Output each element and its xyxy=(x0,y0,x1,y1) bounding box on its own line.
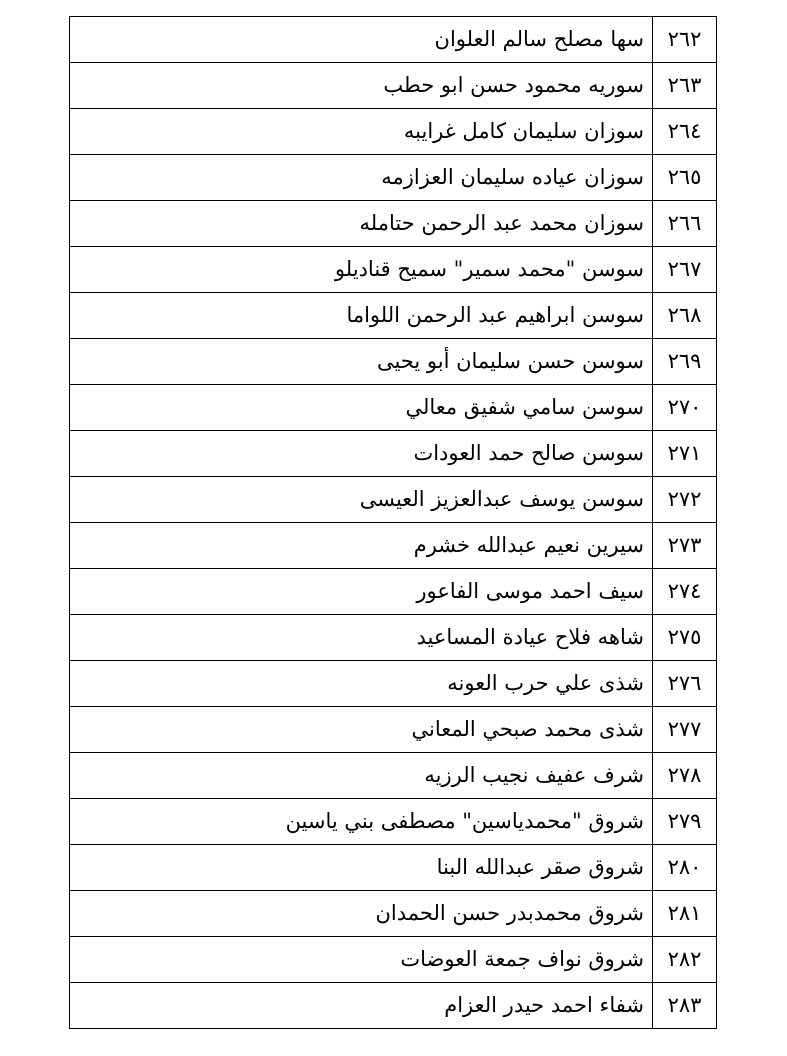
table-row xyxy=(70,339,717,385)
row-number: ٢٨٠ xyxy=(653,845,717,891)
person-name: شروق نواف جمعة العوضات xyxy=(70,937,653,983)
row-number: ٢٦٢ xyxy=(653,17,717,63)
table-row xyxy=(70,201,717,247)
person-name: سوزان سليمان كامل غرايبه xyxy=(70,109,653,155)
table-row xyxy=(70,661,717,707)
person-name: سوسن يوسف عبدالعزيز العيسى xyxy=(70,477,653,523)
person-name: سوسن ابراهيم عبد الرحمن اللواما xyxy=(70,293,653,339)
table-row xyxy=(70,937,717,983)
row-number: ٢٨١ xyxy=(653,891,717,937)
table-row xyxy=(70,799,717,845)
person-name: سيرين نعيم عبدالله خشرم xyxy=(70,523,653,569)
person-name: سوريه محمود حسن ابو حطب xyxy=(70,63,653,109)
row-number: ٢٦٨ xyxy=(653,293,717,339)
names-table xyxy=(69,16,717,1029)
row-number: ٢٦٣ xyxy=(653,63,717,109)
table-row xyxy=(70,109,717,155)
person-name: شذى علي حرب العونه xyxy=(70,661,653,707)
row-number: ٢٧٧ xyxy=(653,707,717,753)
person-name: شاهه فلاح عيادة المساعيد xyxy=(70,615,653,661)
person-name: سوسن سامي شفيق معالي xyxy=(70,385,653,431)
row-number: ٢٨٢ xyxy=(653,937,717,983)
table-row xyxy=(70,477,717,523)
row-number: ٢٧٥ xyxy=(653,615,717,661)
person-name: شروق محمدبدر حسن الحمدان xyxy=(70,891,653,937)
table-row xyxy=(70,707,717,753)
row-number: ٢٧٣ xyxy=(653,523,717,569)
table-row xyxy=(70,247,717,293)
names-table-body xyxy=(70,17,717,1029)
table-row xyxy=(70,615,717,661)
row-number: ٢٧٩ xyxy=(653,799,717,845)
table-row xyxy=(70,753,717,799)
person-name: شرف عفيف نجيب الرزيه xyxy=(70,753,653,799)
row-number: ٢٨٣ xyxy=(653,983,717,1029)
person-name: سوسن "محمد سمير" سميح قناديلو xyxy=(70,247,653,293)
row-number: ٢٧٢ xyxy=(653,477,717,523)
table-row xyxy=(70,569,717,615)
row-number: ٢٧١ xyxy=(653,431,717,477)
row-number: ٢٧٤ xyxy=(653,569,717,615)
person-name: شفاء احمد حيدر العزام xyxy=(70,983,653,1029)
person-name: سها مصلح سالم العلوان xyxy=(70,17,653,63)
table-row xyxy=(70,983,717,1029)
table-row xyxy=(70,523,717,569)
person-name: سوزان محمد عبد الرحمن حتامله xyxy=(70,201,653,247)
table-row xyxy=(70,891,717,937)
table-row xyxy=(70,385,717,431)
row-number: ٢٦٤ xyxy=(653,109,717,155)
row-number: ٢٦٥ xyxy=(653,155,717,201)
person-name: شذى محمد صبحي المعاني xyxy=(70,707,653,753)
row-number: ٢٦٧ xyxy=(653,247,717,293)
table-row xyxy=(70,845,717,891)
person-name: سيف احمد موسى الفاعور xyxy=(70,569,653,615)
person-name: سوسن صالح حمد العودات xyxy=(70,431,653,477)
person-name: سوزان عياده سليمان العزازمه xyxy=(70,155,653,201)
row-number: ٢٧٨ xyxy=(653,753,717,799)
table-row xyxy=(70,63,717,109)
table-row xyxy=(70,293,717,339)
person-name: شروق "محمدياسين" مصطفى بني ياسين xyxy=(70,799,653,845)
person-name: سوسن حسن سليمان أبو يحيى xyxy=(70,339,653,385)
row-number: ٢٧٦ xyxy=(653,661,717,707)
table-row xyxy=(70,155,717,201)
row-number: ٢٦٩ xyxy=(653,339,717,385)
table-row xyxy=(70,17,717,63)
table-row xyxy=(70,431,717,477)
row-number: ٢٧٠ xyxy=(653,385,717,431)
row-number: ٢٦٦ xyxy=(653,201,717,247)
person-name: شروق صقر عبدالله البنا xyxy=(70,845,653,891)
